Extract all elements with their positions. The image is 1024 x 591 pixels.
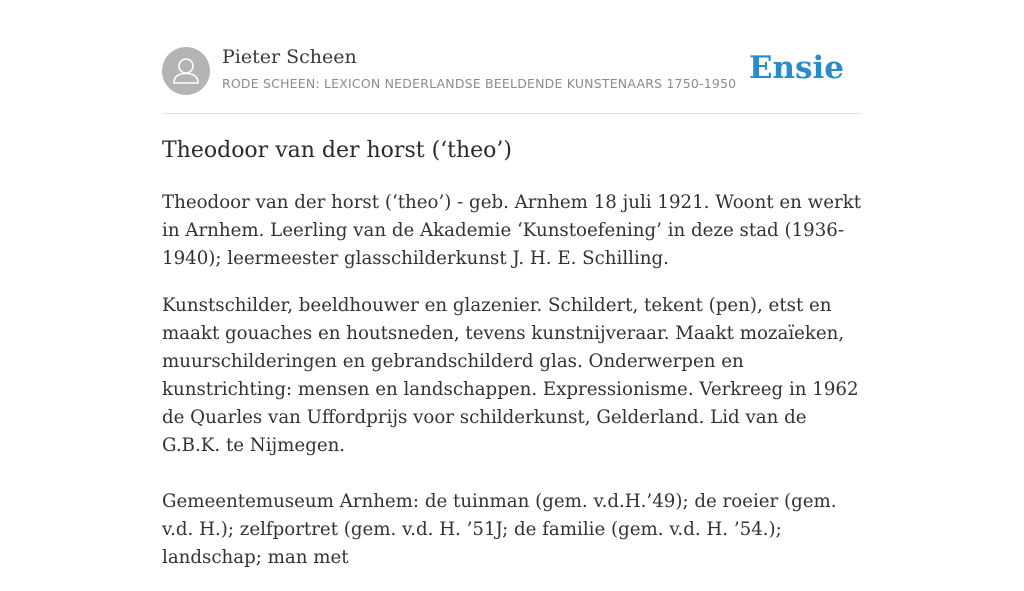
article-paragraph: Kunstschilder, beeldhouwer en glazenier. Schildert, tekent (pen), etst en maakt gouaches en houtsneden, tevens kunstnijveraar. Maakt mozaïeken, muurschilderingen en gebrandschilderd glas. Onderwerpen en kunstrichting: mensen en landschappen. Expressionisme. Verkreeg in 1962 de Quarles van Uffordprijs voor schilderkunst, Gelderland. Lid van de G.B.K. te Nijmegen. xyxy=(162,295,859,456)
author-name[interactable]: Pieter Scheen xyxy=(222,46,357,68)
article-title: Theodoor van der horst (‘theo’) xyxy=(162,138,512,163)
source-title[interactable]: RODE SCHEEN: LEXICON NEDERLANDSE BEELDENDE KUNSTENAARS 1750-1950 xyxy=(222,76,737,91)
article-paragraph: Theodoor van der horst (‘theo’) - geb. Arnhem 18 juli 1921. Woont en werkt in Arnhem. Leerling van de Akademie ‘Kunstoefening’ in deze stad (1936-1940); leermeester glasschilderkunst J. H. E. Schilling. xyxy=(162,192,862,269)
author-avatar[interactable] xyxy=(162,47,210,95)
user-icon xyxy=(162,47,210,95)
header xyxy=(162,46,862,96)
header-divider xyxy=(162,113,862,114)
ensie-logo[interactable]: Ensie xyxy=(748,50,844,86)
article-paragraph: Gemeentemuseum Arnhem: de tuinman (gem. v.d.H.’49); de roeier (gem. v.d. H.); zelfportret (gem. v.d. H. ’51J; de familie (gem. v.d. H. ’54.); landschap; man met xyxy=(162,491,837,568)
article-body xyxy=(162,189,862,591)
